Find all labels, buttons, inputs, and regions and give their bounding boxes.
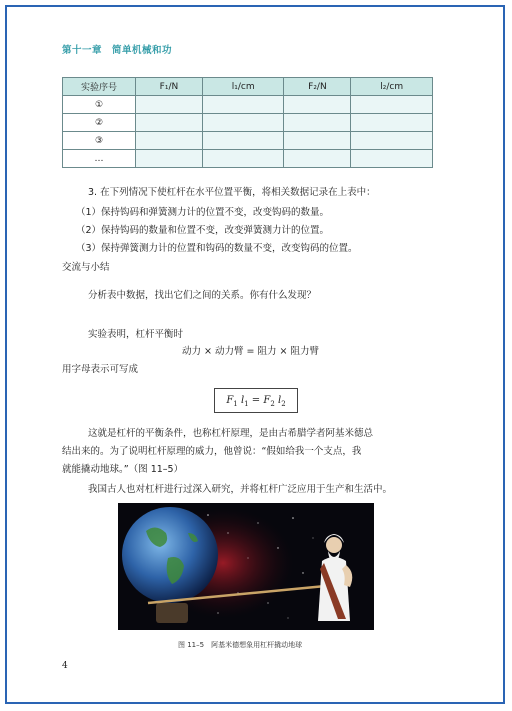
table-header-row	[63, 78, 433, 96]
step3-item-1: （1）保持钩码和弹簧测力计的位置不变，改变钩码的数量。	[76, 207, 330, 218]
row-index: ①	[63, 96, 136, 114]
word-formula: 动力 × 动力臂 = 阻力 × 阻力臂	[182, 346, 319, 357]
table-cell	[202, 114, 284, 132]
step3-item-3: （3）保持弹簧测力计的位置和钩码的数量不变，改变钩码的位置。	[76, 243, 358, 254]
body-line-3: 就能撬动地球。”（图 11–5）	[62, 464, 184, 475]
formula-l2: l	[277, 395, 282, 406]
row-index: ②	[63, 114, 136, 132]
table-cell	[351, 132, 433, 150]
question-text: 分析表中数据，找出它们之间的关系。你有什么发现？	[88, 290, 317, 301]
lever-formula-box: $F_1$ $l_1 = F_2$ $l_2$	[214, 388, 298, 413]
table-cell	[284, 132, 351, 150]
data-table	[62, 77, 433, 168]
chapter-header: 第十一章 简单机械和功	[62, 45, 173, 56]
table-cell	[136, 114, 203, 132]
table-cell	[136, 132, 203, 150]
step3-item-2: （2）保持钩码的数量和位置不变，改变弹簧测力计的位置。	[76, 225, 330, 236]
fulcrum-rock	[156, 603, 188, 623]
table-cell	[351, 150, 433, 168]
illustration-svg	[118, 503, 374, 630]
formula-equals: =	[251, 395, 261, 406]
step3-intro: 3. 在下列情况下使杠杆在水平位置平衡，将相关数据记录在上表中：	[88, 187, 376, 198]
table-row	[63, 114, 433, 132]
table-cell	[136, 96, 203, 114]
table-cell	[351, 114, 433, 132]
table-cell	[202, 96, 284, 114]
table-row	[63, 96, 433, 114]
table-cell	[136, 150, 203, 168]
table-row	[63, 150, 433, 168]
table-cell	[284, 150, 351, 168]
row-index: ③	[63, 132, 136, 150]
table-row	[63, 132, 433, 150]
table-cell	[351, 96, 433, 114]
body-line-1: 这就是杠杆的平衡条件，也称杠杆原理，是由古希腊学者阿基米德总	[88, 428, 374, 439]
row-index: …	[63, 150, 136, 168]
section-title: 交流与小结	[62, 262, 110, 273]
page-number: 4	[62, 661, 68, 671]
table-header: 实验序号	[63, 78, 136, 96]
table-header: F₂/N	[284, 78, 351, 96]
experiment-statement: 实验表明，杠杆平衡时	[88, 329, 184, 340]
formula-l1: l	[240, 395, 245, 406]
body-line-4: 我国古人也对杠杆进行过深入研究，并将杠杆广泛应用于生产和生活中。	[88, 484, 393, 495]
table-cell	[284, 114, 351, 132]
table-cell	[284, 96, 351, 114]
letters-intro: 用字母表示可写成	[62, 364, 139, 375]
figure-caption: 图 11–5 阿基米德想象用杠杆撬动地球	[178, 641, 303, 649]
table-header: l₂/cm	[351, 78, 433, 96]
archimedes-illustration	[118, 503, 374, 630]
table-cell	[202, 150, 284, 168]
formula-F1: F	[226, 395, 234, 406]
table-header: F₁/N	[136, 78, 203, 96]
earth-shape	[122, 507, 218, 603]
table-header: l₁/cm	[202, 78, 284, 96]
body-line-2: 结出来的。为了说明杠杆原理的威力，他曾说：“假如给我一个支点，我	[62, 446, 362, 457]
table-cell	[202, 132, 284, 150]
formula-F2: F	[263, 395, 271, 406]
